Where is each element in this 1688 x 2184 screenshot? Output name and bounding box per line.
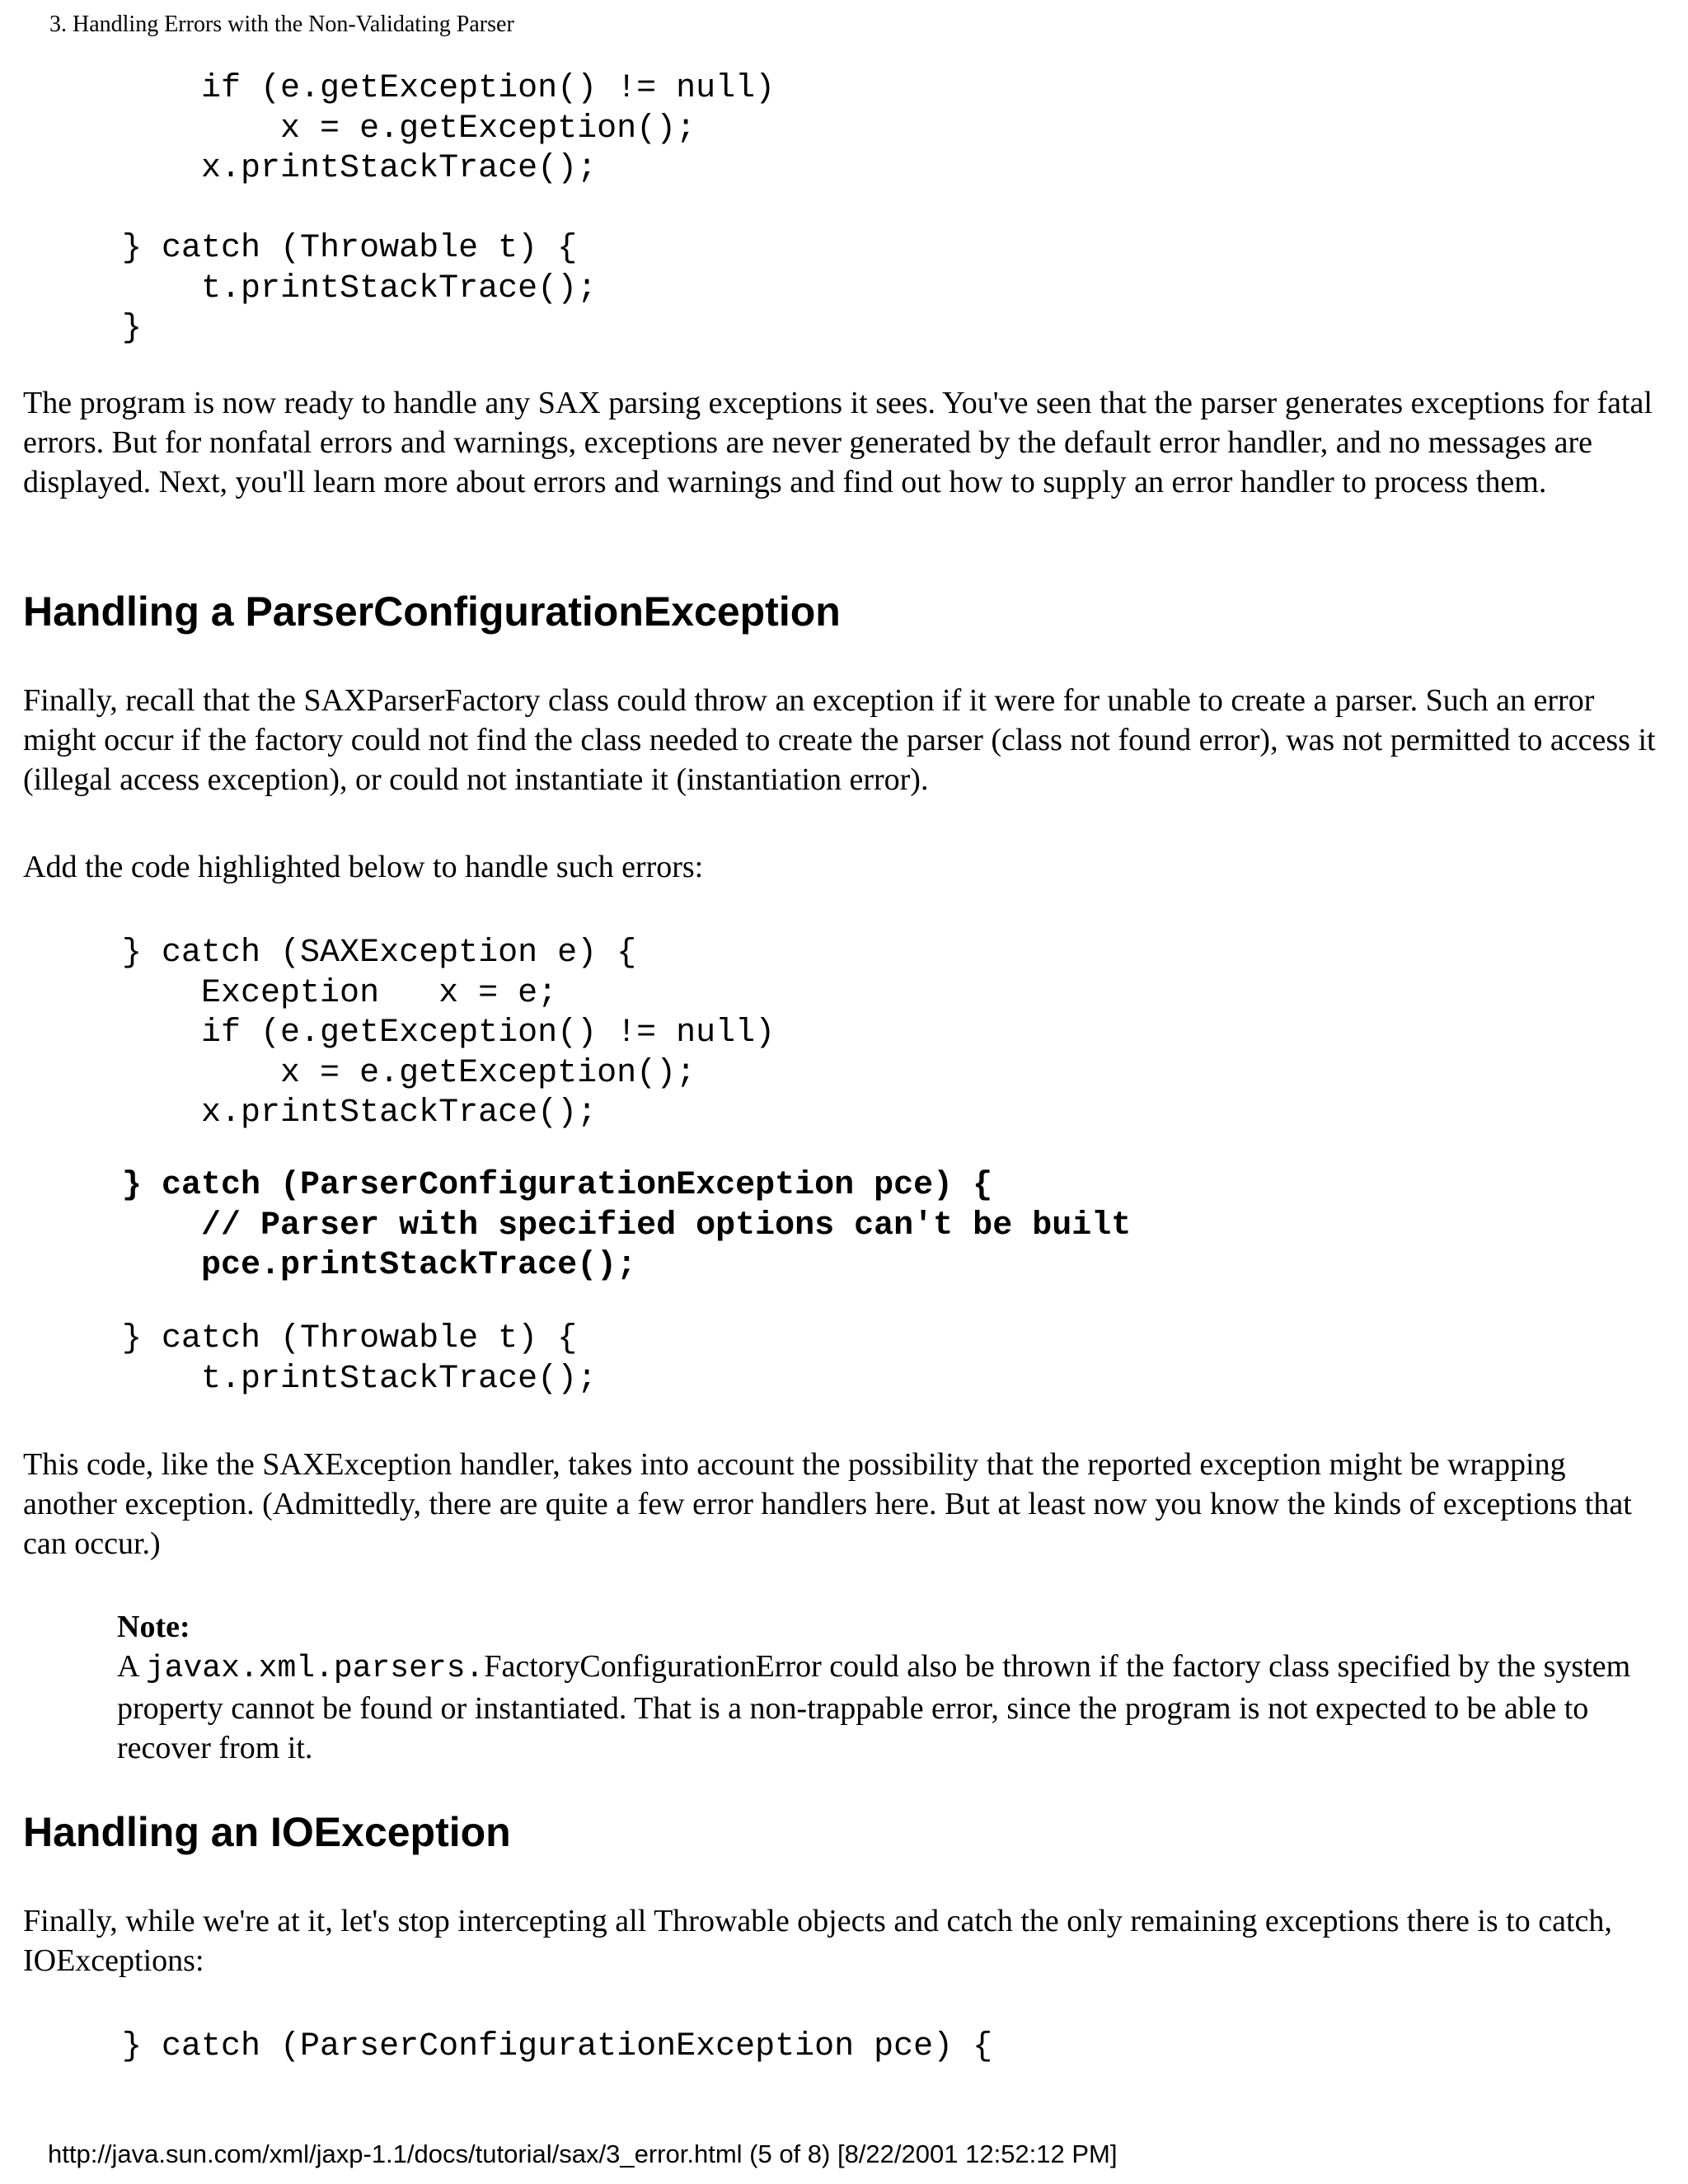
note-inline-code: javax.xml.parsers. xyxy=(145,1651,485,1686)
note-box xyxy=(117,1607,1634,1768)
body-paragraph: Finally, recall that the SAXParserFactory class could throw an exception if it were for unable to create a parser. Such an error might occur if the factory could not find the class needed to create the parser (class not found error), was not permitted to access it (illegal access exception), or could not instantiate it (instantiation error). xyxy=(23,683,1656,797)
code-block: } catch (SAXException e) { Exception x = e; if (e.getException() != null) x = e.getException(); x.printStackTrace(); xyxy=(122,935,776,1132)
section-heading: Handling an IOException xyxy=(23,1809,511,1855)
code-block: if (e.getException() != null) x = e.getException(); x.printStackTrace(); } catch (Throwable t) { t.printStackTrace(); } xyxy=(122,70,776,347)
note-text: FactoryConfigurationError could also be thrown if the factory class specified by the system property cannot be found or instantiated. That is a non-trappable error, since the program is not expected to be able to recover from it. xyxy=(117,1649,1631,1765)
code-block: } catch (ParserConfigurationException pce) { xyxy=(43,2028,993,2065)
note-prefix: A xyxy=(117,1649,146,1684)
body-paragraph: Add the code highlighted below to handle such errors: xyxy=(23,850,704,884)
body-paragraph: Finally, while we're at it, let's stop intercepting all Throwable objects and catch the only remaining exceptions there is to catch, IOExceptions: xyxy=(23,1904,1612,1978)
body-paragraph: This code, like the SAXException handler, takes into account the possibility that the reported exception might be wrapping another exception. (Admittedly, there are quite a few error handlers here. But at least now you know the kinds of exceptions that can occur.) xyxy=(23,1447,1632,1561)
page-footer-url: http://java.sun.com/xml/jaxp-1.1/docs/tutorial/sax/3_error.html (5 of 8) [8/22/2001 12:52:12 PM] xyxy=(48,2139,1118,2168)
section-heading: Handling a ParserConfigurationException xyxy=(23,588,841,635)
highlighted-code-block: } catch (ParserConfigurationException pce) { // Parser with specified options can't be built pce.printStackTrace(); xyxy=(122,1167,1132,1284)
running-header: 3. Handling Errors with the Non-Validating Parser xyxy=(49,12,514,37)
note-title: Note: xyxy=(117,1610,190,1644)
body-paragraph: The program is now ready to handle any SAX parsing exceptions it sees. You've seen that the parser generates exceptions for fatal errors. But for nonfatal errors and warnings, exceptions are never generated by the default error handler, and no messages are displayed. Next, you'll learn more about errors and warnings and find out how to supply an error handler to process them. xyxy=(23,386,1653,499)
code-block: } catch (Throwable t) { t.printStackTrace(); xyxy=(122,1320,598,1398)
